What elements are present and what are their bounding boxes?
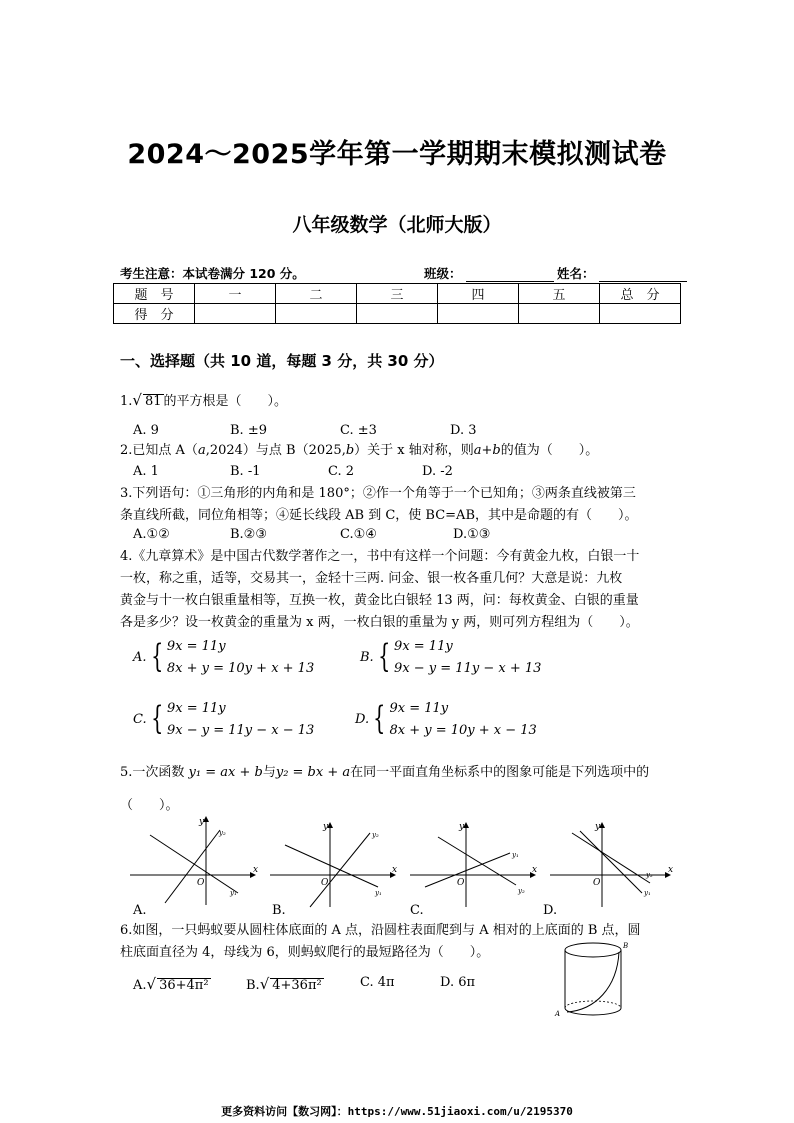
q3-option-c: C.①④ xyxy=(340,527,377,542)
point-b-label: B xyxy=(623,942,629,950)
q1-option-d: D. 3 xyxy=(450,423,477,438)
q4-line: 黄金与十一枚白银重量相等，互换一枚，黄金比白银轻 13 两，问：每枚黄金、白银的重量 xyxy=(120,593,639,608)
q5-text: 5.一次函数 xyxy=(120,765,185,780)
line-y2 xyxy=(438,837,516,885)
q4-eq: 8x + y = 10y + x + 13 xyxy=(166,661,315,676)
origin-label: O xyxy=(457,878,465,888)
q4-option-label: C. xyxy=(133,712,147,727)
score-blank[interactable] xyxy=(600,304,681,324)
q3-line: 条直线所截，同位角相等；④延长线段 AB 到 C，使 BC=AB，其中是命题的有（ ）。 xyxy=(120,508,638,523)
score-cell: 四 xyxy=(438,284,519,304)
class-label: 班级： xyxy=(424,266,462,281)
axis-y-label: y xyxy=(459,822,465,832)
q4-eq: 9x − y = 11y − x + 13 xyxy=(394,661,542,676)
axis-x-label: x xyxy=(392,865,398,875)
q2-text: 的值为（ ）。 xyxy=(500,443,599,458)
axis-x-label: x xyxy=(532,865,538,875)
q2-option-a: A. 1 xyxy=(133,464,159,479)
score-blank[interactable] xyxy=(276,304,357,324)
brace-icon: { xyxy=(373,699,386,737)
y1-label: y₁ xyxy=(512,851,519,859)
q6-line: 6.如图，一只蚂蚁要从圆柱体底面的 A 点，沿圆柱表面爬到与 A 相对的上底面的 B 点，圆 xyxy=(120,923,641,938)
q5-option-c: C. xyxy=(410,903,424,918)
question-5 xyxy=(120,762,690,784)
line-y1 xyxy=(425,853,510,887)
q4-option-c xyxy=(133,698,314,742)
q5-option-a: A. xyxy=(133,903,147,918)
y2-label: y₂ xyxy=(646,871,653,879)
q2-expr: a+b xyxy=(473,443,501,458)
q3-option-d: D.①③ xyxy=(453,527,491,542)
exam-notice: 考生注意：本试卷满分 120 分。 xyxy=(120,266,305,281)
q6-radicand: 36+4π² xyxy=(159,978,209,993)
score-blank[interactable] xyxy=(357,304,438,324)
q4-eq: 8x + y = 10y + x − 13 xyxy=(389,723,537,738)
point-a-label: A xyxy=(555,1010,561,1018)
axis-y-label: y xyxy=(199,817,205,827)
q5-option-d: D. xyxy=(543,903,558,918)
q6-option-a xyxy=(133,975,211,993)
score-cell: 二 xyxy=(276,284,357,304)
score-cell: 三 xyxy=(357,284,438,304)
question-1 xyxy=(120,389,680,413)
radical-icon: √ xyxy=(146,975,157,993)
q2-text: ,2024）与点 B（2025, xyxy=(205,443,346,458)
q5-func1: y₁ = ax + b xyxy=(188,765,263,780)
score-blank[interactable] xyxy=(438,304,519,324)
axis-y-label: y xyxy=(595,822,601,832)
q6-line: 柱底面直径为 4，母线为 6，则蚂蚁爬行的最短路径为（ ）。 xyxy=(120,945,490,960)
q5-text: 在同一平面直角坐标系中的图象可能是下列选项中的 xyxy=(350,765,650,780)
score-blank[interactable] xyxy=(519,304,600,324)
y2-label: y₂ xyxy=(372,831,379,839)
q2-text: 2.已知点 A（ xyxy=(120,443,198,458)
score-cell: 一 xyxy=(195,284,276,304)
q4-eq: 9x = 11y xyxy=(166,639,226,654)
score-table xyxy=(113,283,681,324)
q2-text: ）关于 x 轴对称，则 xyxy=(354,443,474,458)
q4-line: 一枚，称之重，适等，交易其一，金轻十三两. 问金、银一枚各重几何？大意是说：九枚 xyxy=(120,571,623,586)
y2-label: y₂ xyxy=(219,829,226,837)
q6-option-c: C. 4π xyxy=(360,975,395,990)
score-value-row xyxy=(114,304,681,324)
brace-icon: { xyxy=(150,637,163,675)
q1-option-c: C. ±3 xyxy=(340,423,377,438)
q5-graphs xyxy=(130,815,674,915)
origin-label: O xyxy=(197,878,205,888)
q3-option-a: A.①② xyxy=(133,527,170,542)
axis-x-label: x xyxy=(668,865,674,875)
question-3 xyxy=(120,483,690,527)
radical-icon: √ xyxy=(259,975,270,993)
q2-option-b: B. -1 xyxy=(230,464,261,479)
y1-label: y₁ xyxy=(230,889,237,897)
q6-option-b xyxy=(246,975,324,993)
q5-option-b: B. xyxy=(272,903,286,918)
q1-option-b: B. ±9 xyxy=(230,423,267,438)
page-subtitle: 八年级数学（北师大版） xyxy=(292,214,502,236)
score-header-row xyxy=(114,284,681,304)
y2-label: y₂ xyxy=(518,887,525,895)
q4-option-label: B. xyxy=(360,650,374,665)
score-cell: 得 分 xyxy=(114,304,195,324)
line-y2 xyxy=(165,830,220,903)
score-blank[interactable] xyxy=(195,304,276,324)
q4-option-d xyxy=(355,698,537,742)
q4-line: 各是多少？设一枚黄金的重量为 x 两，一枚白银的重量为 y 两，则可列方程组为（ ）。 xyxy=(120,615,639,630)
q1-number: 1. xyxy=(120,394,133,409)
question-2 xyxy=(120,440,680,462)
brace-icon: { xyxy=(377,637,390,675)
q2-var-b: b xyxy=(345,443,355,458)
q4-eq: 9x − y = 11y − x − 13 xyxy=(166,723,315,738)
q6-option-d: D. 6π xyxy=(440,975,476,990)
top-ellipse xyxy=(565,943,621,957)
q2-option-c: C. 2 xyxy=(328,464,355,479)
q4-option-b xyxy=(360,636,541,680)
q2-var-a: a xyxy=(197,443,206,458)
y1-label: y₁ xyxy=(644,889,651,897)
y1-label: y₁ xyxy=(375,889,382,897)
page-title: 2024～2025学年第一学期期末模拟测试卷 xyxy=(127,139,667,170)
bottom-back-arc xyxy=(565,1001,621,1008)
graph-d xyxy=(550,822,673,907)
graph-b xyxy=(270,822,397,907)
origin-label: O xyxy=(321,878,329,888)
q4-option-label: D. xyxy=(355,712,370,727)
line-y2 xyxy=(580,831,642,893)
class-blank xyxy=(466,269,554,282)
score-cell: 五 xyxy=(519,284,600,304)
q6-option-label: B. xyxy=(246,978,260,993)
cylinder-figure xyxy=(555,938,635,1020)
q1-radicand: 81 xyxy=(144,394,162,409)
question-4 xyxy=(120,546,690,634)
q4-eq: 9x = 11y xyxy=(394,639,453,654)
graph-a xyxy=(130,817,258,905)
q4-option-label: A. xyxy=(133,650,147,665)
q6-radicand: 4+36π² xyxy=(272,978,322,993)
line-y2 xyxy=(310,833,370,907)
q3-line: 3.下列语句：①三角形的内角和是 180°；②作一个角等于一个已知角；③两条直线被第三 xyxy=(120,486,636,501)
q5-func2: y₂ = bx + a xyxy=(275,765,351,780)
q6-option-label: A. xyxy=(133,978,147,993)
axis-x-label: x xyxy=(253,865,259,875)
score-cell: 题 号 xyxy=(114,284,195,304)
brace-icon: { xyxy=(150,699,163,737)
q4-eq: 9x = 11y xyxy=(166,701,226,716)
radical-icon: √ xyxy=(132,391,142,409)
q5-bracket: （ ）。 xyxy=(120,798,179,813)
q1-text: 的平方根是（ ）。 xyxy=(163,394,288,409)
q4-line: 4.《九章算术》是中国古代数学著作之一，书中有这样一个问题：今有黄金九枚，白银一十 xyxy=(120,549,640,564)
q1-option-a: A. 9 xyxy=(133,423,159,438)
q5-text: 与 xyxy=(262,765,276,780)
footer-link[interactable]: 更多资料访问【数习网】：https://www.51jiaoxi.com/u/2195370 xyxy=(221,1105,573,1118)
name-blank xyxy=(599,269,687,282)
q4-option-a xyxy=(133,636,314,680)
q4-eq: 9x = 11y xyxy=(389,701,449,716)
name-field xyxy=(557,264,687,282)
class-field xyxy=(424,264,554,282)
axis-y-label: y xyxy=(323,822,329,832)
q3-option-b: B.②③ xyxy=(230,527,267,542)
score-cell: 总 分 xyxy=(600,284,681,304)
name-label: 姓名： xyxy=(557,266,595,281)
section-title: 一、选择题（共 10 道，每题 3 分，共 30 分） xyxy=(120,352,444,370)
origin-label: O xyxy=(593,878,601,888)
q2-option-d: D. -2 xyxy=(422,464,453,479)
graph-c xyxy=(410,822,537,907)
